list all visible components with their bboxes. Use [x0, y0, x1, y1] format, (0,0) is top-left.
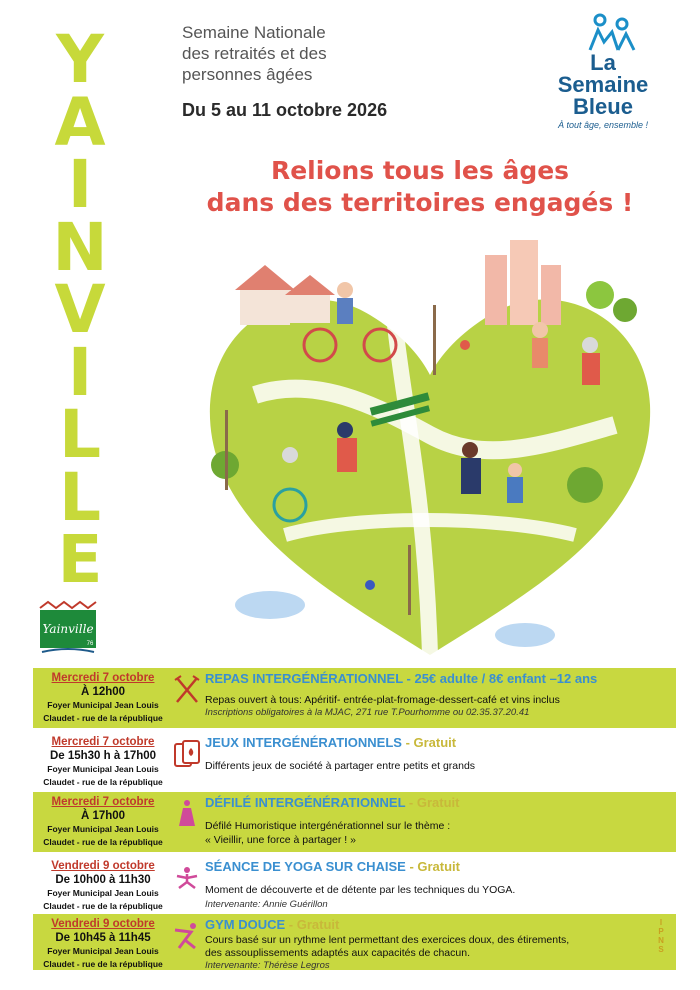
- header-line-1: Semaine Nationale: [182, 23, 326, 42]
- town-logo-text: Yainville: [42, 622, 94, 636]
- brand-line-1: La: [590, 50, 616, 75]
- event-row: [33, 792, 676, 852]
- event-when-where: [33, 792, 173, 848]
- event-note: Inscriptions obligatoires à la MJAC, 271 rue T.Pourhomme ou 02.35.37.20.41: [205, 707, 530, 718]
- event-date: Mercredi 7 octobre: [51, 736, 155, 748]
- event-place: Claudet - rue de la république: [43, 777, 163, 787]
- brand-tagline: À tout âge, ensemble !: [557, 120, 649, 130]
- event-time: À 17h00: [80, 810, 126, 822]
- town-letter: Y: [56, 21, 104, 98]
- event-note: Intervenante: Thérèse Legros: [205, 960, 330, 971]
- event-place: Claudet - rue de la république: [43, 713, 163, 723]
- event-description: Repas ouvert à tous: Apéritif- entrée-plat-fromage-dessert-café et vins inclus: [205, 694, 560, 706]
- header-line-3: personnes âgées: [182, 65, 313, 84]
- town-letter: I: [67, 146, 93, 223]
- event-when-where: [33, 914, 173, 970]
- town-logo: [38, 600, 98, 655]
- event-description: « Vieillir, une force à partager ! »: [205, 834, 356, 846]
- event-time: De 15h30 h à 17h00: [49, 750, 157, 762]
- event-place: Foyer Municipal Jean Louis: [47, 888, 159, 898]
- event-dates: Du 5 au 11 octobre 2026: [182, 100, 388, 120]
- stretching-icon: [171, 920, 203, 952]
- town-letter: E: [57, 521, 103, 598]
- event-place: Foyer Municipal Jean Louis: [47, 824, 159, 834]
- dress-icon: [171, 798, 203, 830]
- town-letter: A: [54, 83, 106, 161]
- event-date: Vendredi 9 octobre: [51, 860, 155, 872]
- event-details: [205, 917, 673, 972]
- semaine-bleue-logo: [538, 12, 668, 130]
- event-date: Vendredi 9 octobre: [51, 918, 155, 930]
- event-place: Claudet - rue de la république: [43, 959, 163, 969]
- event-when-where: [33, 668, 173, 724]
- event-when-where: [33, 856, 173, 912]
- event-note: Intervenante: Annie Guérillon: [205, 899, 328, 910]
- event-place: Foyer Municipal Jean Louis: [47, 946, 159, 956]
- event-date: Mercredi 7 octobre: [51, 796, 155, 808]
- event-details: [205, 671, 673, 719]
- event-time: À 12h00: [80, 686, 126, 698]
- event-when-where: [33, 732, 173, 788]
- event-details: [205, 795, 673, 847]
- event-row: [33, 732, 676, 788]
- event-row: [33, 914, 676, 970]
- event-description: Cours basé sur un rythme lent permettant des exercices doux, des étirements,: [205, 934, 570, 946]
- event-details: [205, 859, 673, 911]
- slogan-line-2: dans des territoires engagés !: [206, 188, 634, 217]
- yoga-icon: [171, 862, 203, 894]
- ipns-mark: I P N S: [658, 918, 664, 954]
- vertical-town-name: [40, 21, 120, 598]
- town-letter: L: [58, 396, 102, 473]
- event-row: [33, 856, 676, 910]
- svg-text:76: 76: [86, 641, 94, 647]
- header-line-2: des retraités et des: [182, 44, 327, 63]
- town-letter: N: [52, 208, 108, 286]
- event-title: SÉANCE DE YOGA SUR CHAISE - Gratuit: [205, 859, 460, 874]
- event-description: des assouplissements adaptés aux capacités de chacun.: [205, 947, 470, 959]
- playing-cards-icon: [171, 738, 203, 770]
- event-header: [182, 22, 327, 85]
- town-letter: V: [54, 271, 106, 348]
- brand-line-2: Semaine: [557, 72, 649, 97]
- event-date: Mercredi 7 octobre: [51, 672, 155, 684]
- event-title: DÉFILÉ INTERGÉNÉRATIONNEL - Gratuit: [205, 795, 460, 810]
- slogan: [170, 155, 670, 219]
- town-letter: I: [67, 333, 93, 411]
- event-row: [33, 668, 676, 728]
- event-time: De 10h00 à 11h30: [55, 874, 151, 886]
- town-letter: L: [58, 458, 102, 536]
- event-description: Défilé Humoristique intergénérationnel sur le thème :: [205, 820, 451, 832]
- brand-line-3: Bleue: [573, 94, 633, 119]
- event-place: Claudet - rue de la république: [43, 901, 163, 911]
- slogan-line-1: Relions tous les âges: [270, 156, 570, 185]
- event-description: Moment de découverte et de détente par les techniques du YOGA.: [205, 884, 516, 896]
- event-title: GYM DOUCE - Gratuit: [205, 917, 340, 932]
- event-description: Différents jeux de société à partager entre petits et grands: [205, 760, 476, 772]
- event-place: Foyer Municipal Jean Louis: [47, 764, 159, 774]
- event-title: JEUX INTERGÉNÉRATIONNELS - Gratuit: [205, 735, 457, 750]
- heart-park-illustration: [195, 235, 665, 665]
- event-place: Claudet - rue de la république: [43, 837, 163, 847]
- event-place: Foyer Municipal Jean Louis: [47, 700, 159, 710]
- event-details: [205, 735, 673, 773]
- fork-knife-icon: [171, 674, 203, 706]
- event-time: De 10h45 à 11h45: [55, 932, 151, 944]
- event-title: REPAS INTERGÉNÉRATIONNEL - 25€ adulte / 8€ enfant –12 ans: [205, 671, 598, 686]
